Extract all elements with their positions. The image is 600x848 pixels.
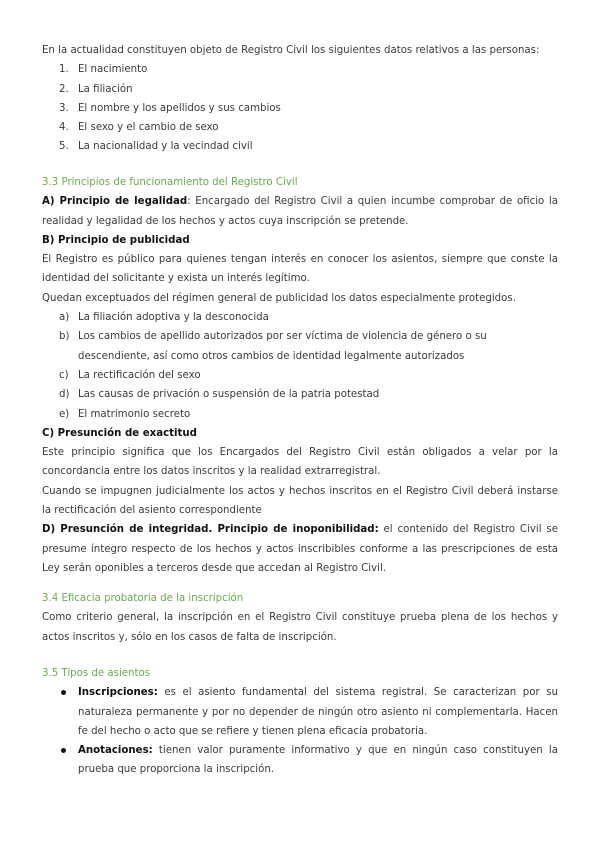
section-title: 3.5 Tipos de asientos <box>42 668 151 679</box>
list-item: 5. La nacionalidad y la vecindad civil <box>59 141 253 153</box>
list-item: 1. El nacimiento <box>59 64 148 76</box>
principle-c-heading: C) Presunción de exactitud <box>42 427 197 439</box>
intro-block <box>42 41 558 157</box>
datos-list <box>42 60 558 156</box>
list-item: 2. La filiación <box>59 83 133 95</box>
section-3-5 <box>42 664 558 780</box>
list-item: c) La rectificación del sexo <box>59 369 201 381</box>
intro-paragraph: En la actualidad constituyen objeto de Registro Civil los siguientes datos relativos a las personas: <box>42 45 540 56</box>
bullet-icon <box>61 690 66 695</box>
principle-a-heading: A) Principio de legalidad <box>42 196 188 208</box>
bullet-icon <box>61 748 66 753</box>
section-title: 3.4 Eficacia probatoria de la inscripción <box>42 593 244 604</box>
principle-c-paragraph: Este principio significa que los Encargados del Registro Civil están obligados a velar por la concordancia entre los datos inscritos y la realidad extrarregistral. <box>42 447 558 478</box>
section-title: 3.3 Principios de funcionamiento del Registro Civil <box>42 177 298 188</box>
section-3-3 <box>42 173 558 578</box>
principle-d-heading: D) Presunción de integridad. Principio de inoponibilidad: <box>42 524 379 536</box>
principle-d: D) Presunción de integridad. Principio de inoponibilidad: el contenido del Registro Civil se presume íntegro respecto de los hechos y actos inscribibles conforme a las prescripciones de esta Ley serán oponibles a terceros desde que accedan al Registro Civil. <box>42 524 558 574</box>
principle-b-paragraph: El Registro es público para quienes tengan interés en conocer los asientos, siempre que conste la identidad del solicitante y exista un interés legítimo. <box>42 254 558 285</box>
principle-b-paragraph: Quedan exceptuados del régimen general de publicidad los datos especialmente protegidos. <box>42 292 516 304</box>
list-item: b) Los cambios de apellido autorizados por ser víctima de violencia de género o su descendiente, así como otros cambios de identidad legalmente autorizados <box>59 331 487 362</box>
list-item: 3. El nombre y los apellidos y sus cambios <box>59 102 281 114</box>
list-item: Inscripciones: es el asiento fundamental del sistema registral. Se caracterizan por su naturaleza permanente y por no depender de ningún otro asiento ni complementarla. Hacen fe del hecho o acto que se refiere y tienen plena eficacia probatoria. <box>42 683 558 741</box>
list-item: Anotaciones: tienen valor puramente informativo y que en ningún caso constituyen la prueba que proporciona la inscripción. <box>42 741 558 780</box>
principle-a: A) Principio de legalidad: Encargado del Registro Civil a quien incumbe comprobar de oficio la realidad y legalidad de los hechos y actos cuya inscripción se pretende. <box>42 196 558 227</box>
list-item: 4. El sexo y el cambio de sexo <box>59 122 219 134</box>
list-item: a) La filiación adoptiva y la desconocida <box>59 312 269 324</box>
list-item: d) Las causas de privación o suspensión de la patria potestad <box>59 389 380 401</box>
protected-data-list <box>42 308 558 424</box>
section-3-4 <box>42 589 558 647</box>
principle-c-paragraph: Cuando se impugnen judicialmente los actos y hechos inscritos en el Registro Civil deberá instarse la rectificación del asiento correspondiente <box>42 485 558 517</box>
list-item: e) El matrimonio secreto <box>59 408 191 420</box>
principle-b-heading: B) Principio de publicidad <box>42 234 190 246</box>
section-paragraph: Como criterio general, la inscripción en el Registro Civil constituye prueba plena de los hechos y actos inscritos y, sólo en los casos de falta de inscripción. <box>42 612 558 643</box>
asientos-list <box>42 683 558 779</box>
